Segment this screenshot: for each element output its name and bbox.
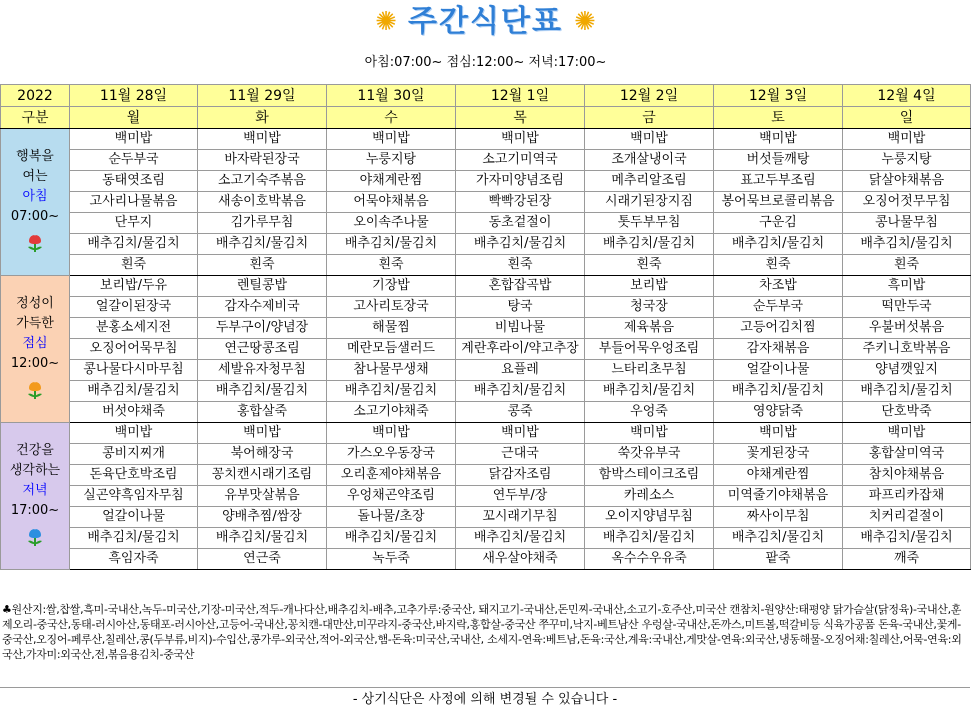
menu-item-cell: 배추김치/물김치 xyxy=(198,381,327,402)
menu-item-cell: 흰죽 xyxy=(70,255,198,276)
red-tulip-icon xyxy=(1,233,69,257)
menu-item-cell: 홍합살미역국 xyxy=(843,444,971,465)
menu-item-cell: 꼬시래기무침 xyxy=(456,507,585,528)
menu-item-cell: 배추김치/물김치 xyxy=(327,234,456,255)
menu-row xyxy=(1,276,971,297)
meal-time: 17:00~ xyxy=(10,503,60,518)
menu-item-cell: 얼갈이나물 xyxy=(714,360,843,381)
menu-item-cell: 녹두죽 xyxy=(327,549,456,570)
menu-item-cell: 백미밥 xyxy=(198,129,327,150)
menu-item-cell: 감자채볶음 xyxy=(714,339,843,360)
menu-item-cell: 차조밥 xyxy=(714,276,843,297)
date-cell: 12월 2일 xyxy=(585,85,714,107)
day-cell: 수 xyxy=(327,107,456,129)
menu-item-cell: 오징어어묵무침 xyxy=(70,339,198,360)
menu-item-cell: 백미밥 xyxy=(585,129,714,150)
menu-row xyxy=(1,213,971,234)
menu-item-cell: 백미밥 xyxy=(714,129,843,150)
menu-row xyxy=(1,360,971,381)
menu-item-cell: 팥죽 xyxy=(714,549,843,570)
date-cell: 12월 3일 xyxy=(714,85,843,107)
menu-item-cell: 흰죽 xyxy=(327,255,456,276)
meal-time: 07:00~ xyxy=(10,209,60,224)
menu-item-cell: 배추김치/물김치 xyxy=(714,528,843,549)
menu-item-cell: 동초겉절이 xyxy=(456,213,585,234)
menu-item-cell: 버섯야채죽 xyxy=(70,402,198,423)
menu-item-cell: 배추김치/물김치 xyxy=(585,234,714,255)
menu-item-cell: 흑미밥 xyxy=(843,276,971,297)
menu-item-cell: 단무지 xyxy=(70,213,198,234)
menu-item-cell: 계란후라이/약고추장 xyxy=(456,339,585,360)
menu-item-cell: 순두부국 xyxy=(70,150,198,171)
menu-item-cell: 세발유자청무침 xyxy=(198,360,327,381)
menu-item-cell: 해물찜 xyxy=(327,318,456,339)
menu-item-cell: 유부맛살볶음 xyxy=(198,486,327,507)
menu-row xyxy=(1,171,971,192)
meal-label-caption: 정성이 가득한 xyxy=(16,296,54,331)
menu-row xyxy=(1,297,971,318)
menu-item-cell: 청국장 xyxy=(585,297,714,318)
menu-item-cell: 표고두부조림 xyxy=(714,171,843,192)
day-cell: 월 xyxy=(70,107,198,129)
menu-item-cell: 콩죽 xyxy=(456,402,585,423)
menu-item-cell: 옥수수우유죽 xyxy=(585,549,714,570)
origin-notice: ♣원산지:쌀,찹쌀,흑미-국내산,녹두-미국산,기장-미국산,적두-캐나다산,배추김치-배추,고추가루:중국산, 돼지고기-국내산,돈민찌-국내산,소고기-호주산,미국산 캔참치-원양산:태평양 닭가슴살(닭정육)-국내산,훈제오리-중국산,동태-러시아산,동태포-러시아산,고등어-국내산,꽁치캔-대만산,미꾸라지-중국산,바지락,홍합살-중국산 쭈꾸미,낙지-베트남산 우렁살-국내산,돈까스,미트볼,떡갈비등 식육가공품 돈육-국내산,꽃게-중국산,오징어-페루산,칠레산,콩(두부류,비지)-수입산,콩가루-외국산,적어-외국산,햄-돈육:미국산,국내산, 소세지-연육:베트남,돈육:국산,계육:국내산,게맛살-연육:외국산,냉동해물-오징어채:칠레산,어묵-연육:외국산,가자미:외국산,전,볶음용김치-중국산 xyxy=(2,603,962,661)
menu-item-cell: 제육볶음 xyxy=(585,318,714,339)
menu-item-cell: 렌틸콩밥 xyxy=(198,276,327,297)
menu-item-cell: 봉어묵브로콜리볶음 xyxy=(714,192,843,213)
menu-item-cell: 어묵야채볶음 xyxy=(327,192,456,213)
menu-item-cell: 실곤약흑임자무침 xyxy=(70,486,198,507)
menu-row xyxy=(1,507,971,528)
menu-item-cell: 우엉죽 xyxy=(585,402,714,423)
menu-item-cell: 백미밥 xyxy=(714,423,843,444)
menu-row xyxy=(1,150,971,171)
menu-item-cell: 치커리겉절이 xyxy=(843,507,971,528)
menu-item-cell: 참치야채볶음 xyxy=(843,465,971,486)
menu-item-cell: 분홍소세지전 xyxy=(70,318,198,339)
menu-item-cell: 배추김치/물김치 xyxy=(198,528,327,549)
menu-row xyxy=(1,234,971,255)
menu-row xyxy=(1,339,971,360)
menu-item-cell: 배추김치/물김치 xyxy=(70,528,198,549)
meal-label-cell xyxy=(1,423,70,570)
menu-item-cell: 고등어김치찜 xyxy=(714,318,843,339)
menu-item-cell: 배추김치/물김치 xyxy=(585,528,714,549)
menu-row xyxy=(1,402,971,423)
menu-item-cell: 두부구이/양념장 xyxy=(198,318,327,339)
menu-item-cell: 요플레 xyxy=(456,360,585,381)
menu-item-cell: 백미밥 xyxy=(585,423,714,444)
menu-item-cell: 주키니호박볶음 xyxy=(843,339,971,360)
menu-item-cell: 우불버섯볶음 xyxy=(843,318,971,339)
menu-item-cell: 돌나물/초장 xyxy=(327,507,456,528)
day-cell: 목 xyxy=(456,107,585,129)
menu-item-cell: 근대국 xyxy=(456,444,585,465)
menu-item-cell: 부들어묵우엉조림 xyxy=(585,339,714,360)
page-title: 주간식단표 xyxy=(408,4,563,39)
menu-item-cell: 배추김치/물김치 xyxy=(714,234,843,255)
menu-item-cell: 오징어젓무무침 xyxy=(843,192,971,213)
menu-item-cell: 북어해장국 xyxy=(198,444,327,465)
meal-label-caption: 건강을 생각하는 xyxy=(9,443,61,478)
menu-item-cell: 흰죽 xyxy=(198,255,327,276)
date-header-row xyxy=(1,85,971,107)
menu-item-cell: 배추김치/물김치 xyxy=(714,381,843,402)
menu-item-cell: 콩비지찌개 xyxy=(70,444,198,465)
footer-notice: - 상기식단은 사정에 의해 변경될 수 있습니다 - xyxy=(0,687,970,712)
menu-item-cell: 메추리알조림 xyxy=(585,171,714,192)
menu-row xyxy=(1,444,971,465)
menu-item-cell: 백미밥 xyxy=(198,423,327,444)
menu-item-cell: 배추김치/물김치 xyxy=(456,528,585,549)
menu-item-cell: 시래기된장지짐 xyxy=(585,192,714,213)
menu-item-cell: 야채계란찜 xyxy=(714,465,843,486)
blue-tulip-icon xyxy=(1,527,69,551)
menu-item-cell: 연근땅콩조림 xyxy=(198,339,327,360)
menu-item-cell: 느타리초무침 xyxy=(585,360,714,381)
day-cell: 일 xyxy=(843,107,971,129)
menu-item-cell: 배추김치/물김치 xyxy=(843,234,971,255)
year-cell: 2022 xyxy=(1,85,70,107)
date-cell: 11월 28일 xyxy=(70,85,198,107)
sunflower-icon: ✺ xyxy=(375,7,397,37)
menu-item-cell: 탕국 xyxy=(456,297,585,318)
menu-item-cell: 백미밥 xyxy=(843,423,971,444)
menu-item-cell: 흰죽 xyxy=(714,255,843,276)
menu-item-cell: 얼갈이나물 xyxy=(70,507,198,528)
menu-item-cell: 배추김치/물김치 xyxy=(456,234,585,255)
menu-row xyxy=(1,549,971,570)
meal-time: 12:00~ xyxy=(10,356,60,371)
date-cell: 12월 4일 xyxy=(843,85,971,107)
menu-item-cell: 쑥갓유부국 xyxy=(585,444,714,465)
menu-item-cell: 오이지양념무침 xyxy=(585,507,714,528)
menu-item-cell: 파프리카잡채 xyxy=(843,486,971,507)
menu-item-cell: 백미밥 xyxy=(327,129,456,150)
title-row xyxy=(0,4,971,44)
menu-row xyxy=(1,129,971,150)
menu-item-cell: 백미밥 xyxy=(456,129,585,150)
menu-item-cell: 백미밥 xyxy=(70,129,198,150)
menu-item-cell: 비빔나물 xyxy=(456,318,585,339)
date-cell: 11월 30일 xyxy=(327,85,456,107)
menu-item-cell: 기장밥 xyxy=(327,276,456,297)
menu-item-cell: 배추김치/물김치 xyxy=(327,528,456,549)
menu-item-cell: 깨죽 xyxy=(843,549,971,570)
menu-item-cell: 홍합살죽 xyxy=(198,402,327,423)
menu-item-cell: 배추김치/물김치 xyxy=(843,528,971,549)
menu-item-cell: 배추김치/물김치 xyxy=(327,381,456,402)
menu-item-cell: 배추김치/물김치 xyxy=(70,234,198,255)
menu-item-cell: 김가루무침 xyxy=(198,213,327,234)
meal-times: 아침:07:00~ 점심:12:00~ 저녁:17:00~ xyxy=(364,55,607,70)
menu-item-cell: 오이속주나물 xyxy=(327,213,456,234)
menu-item-cell: 고사리토장국 xyxy=(327,297,456,318)
menu-item-cell: 백미밥 xyxy=(327,423,456,444)
menu-item-cell: 보리밥 xyxy=(585,276,714,297)
menu-item-cell: 연두부/장 xyxy=(456,486,585,507)
menu-item-cell: 오리훈제야채볶음 xyxy=(327,465,456,486)
menu-item-cell: 양념깻잎지 xyxy=(843,360,971,381)
menu-item-cell: 가자미양념조림 xyxy=(456,171,585,192)
menu-item-cell: 얼갈이된장국 xyxy=(70,297,198,318)
menu-item-cell: 메란모듬샐러드 xyxy=(327,339,456,360)
date-cell: 12월 1일 xyxy=(456,85,585,107)
meal-label-cell xyxy=(1,129,70,276)
menu-item-cell: 흰죽 xyxy=(843,255,971,276)
menu-item-cell: 흰죽 xyxy=(585,255,714,276)
menu-item-cell: 배추김치/물김치 xyxy=(70,381,198,402)
page-header xyxy=(0,0,971,84)
menu-item-cell: 감자수제비국 xyxy=(198,297,327,318)
day-header-row xyxy=(1,107,971,129)
meal-label-cell xyxy=(1,276,70,423)
menu-item-cell: 꽃게된장국 xyxy=(714,444,843,465)
menu-item-cell: 누룽지탕 xyxy=(327,150,456,171)
menu-item-cell: 돈육단호박조림 xyxy=(70,465,198,486)
day-cell: 토 xyxy=(714,107,843,129)
menu-item-cell: 흑임자죽 xyxy=(70,549,198,570)
menu-item-cell: 콩나물다시마무침 xyxy=(70,360,198,381)
menu-item-cell: 버섯들깨탕 xyxy=(714,150,843,171)
menu-item-cell: 조개살냉이국 xyxy=(585,150,714,171)
meal-name: 저녁 xyxy=(22,483,48,498)
menu-item-cell: 연근죽 xyxy=(198,549,327,570)
menu-item-cell: 양배추찜/쌈장 xyxy=(198,507,327,528)
menu-item-cell: 함박스테이크조림 xyxy=(585,465,714,486)
menu-item-cell: 참나물무생채 xyxy=(327,360,456,381)
menu-item-cell: 백미밥 xyxy=(843,129,971,150)
menu-item-cell: 우엉채곤약조림 xyxy=(327,486,456,507)
weekly-menu-table xyxy=(0,84,971,570)
day-cell: 화 xyxy=(198,107,327,129)
menu-item-cell: 미역줄기야채볶음 xyxy=(714,486,843,507)
menu-item-cell: 떡만두국 xyxy=(843,297,971,318)
menu-row xyxy=(1,486,971,507)
menu-item-cell: 배추김치/물김치 xyxy=(843,381,971,402)
menu-item-cell: 소고기미역국 xyxy=(456,150,585,171)
menu-item-cell: 백미밥 xyxy=(456,423,585,444)
menu-row xyxy=(1,318,971,339)
menu-item-cell: 영양닭죽 xyxy=(714,402,843,423)
menu-item-cell: 단호박죽 xyxy=(843,402,971,423)
menu-item-cell: 바자락된장국 xyxy=(198,150,327,171)
menu-item-cell: 순두부국 xyxy=(714,297,843,318)
category-label-cell: 구분 xyxy=(1,107,70,129)
menu-row xyxy=(1,381,971,402)
menu-item-cell: 새송이호박볶음 xyxy=(198,192,327,213)
menu-row xyxy=(1,423,971,444)
menu-item-cell: 꽁치캔시래기조림 xyxy=(198,465,327,486)
meal-label-caption: 행복을 여는 xyxy=(16,149,54,184)
menu-item-cell: 짜사이무침 xyxy=(714,507,843,528)
menu-item-cell: 고사리나물볶음 xyxy=(70,192,198,213)
menu-item-cell: 가스오우동장국 xyxy=(327,444,456,465)
menu-item-cell: 흰죽 xyxy=(456,255,585,276)
menu-item-cell: 톳두부무침 xyxy=(585,213,714,234)
menu-item-cell: 혼합잡곡밥 xyxy=(456,276,585,297)
menu-item-cell: 닭감자조림 xyxy=(456,465,585,486)
menu-item-cell: 소고기숙주볶음 xyxy=(198,171,327,192)
menu-item-cell: 카레소스 xyxy=(585,486,714,507)
menu-item-cell: 배추김치/물김치 xyxy=(456,381,585,402)
menu-item-cell: 백미밥 xyxy=(70,423,198,444)
menu-item-cell: 야채계란찜 xyxy=(327,171,456,192)
date-cell: 11월 29일 xyxy=(198,85,327,107)
menu-item-cell: 동태엿조림 xyxy=(70,171,198,192)
menu-row xyxy=(1,528,971,549)
menu-item-cell: 새우살야채죽 xyxy=(456,549,585,570)
menu-row xyxy=(1,192,971,213)
menu-row xyxy=(1,465,971,486)
menu-item-cell: 소고기야채죽 xyxy=(327,402,456,423)
menu-item-cell: 빡빡강된장 xyxy=(456,192,585,213)
menu-item-cell: 배추김치/물김치 xyxy=(198,234,327,255)
menu-item-cell: 닭살야채볶음 xyxy=(843,171,971,192)
menu-item-cell: 누룽지탕 xyxy=(843,150,971,171)
meal-name: 점심 xyxy=(22,336,48,351)
menu-row xyxy=(1,255,971,276)
sunflower-icon: ✺ xyxy=(574,7,596,37)
menu-item-cell: 콩나물무침 xyxy=(843,213,971,234)
menu-item-cell: 구운김 xyxy=(714,213,843,234)
orange-tulip-icon xyxy=(1,380,69,404)
menu-item-cell: 보리밥/두유 xyxy=(70,276,198,297)
day-cell: 금 xyxy=(585,107,714,129)
meal-name: 아침 xyxy=(22,189,48,204)
menu-item-cell: 배추김치/물김치 xyxy=(585,381,714,402)
